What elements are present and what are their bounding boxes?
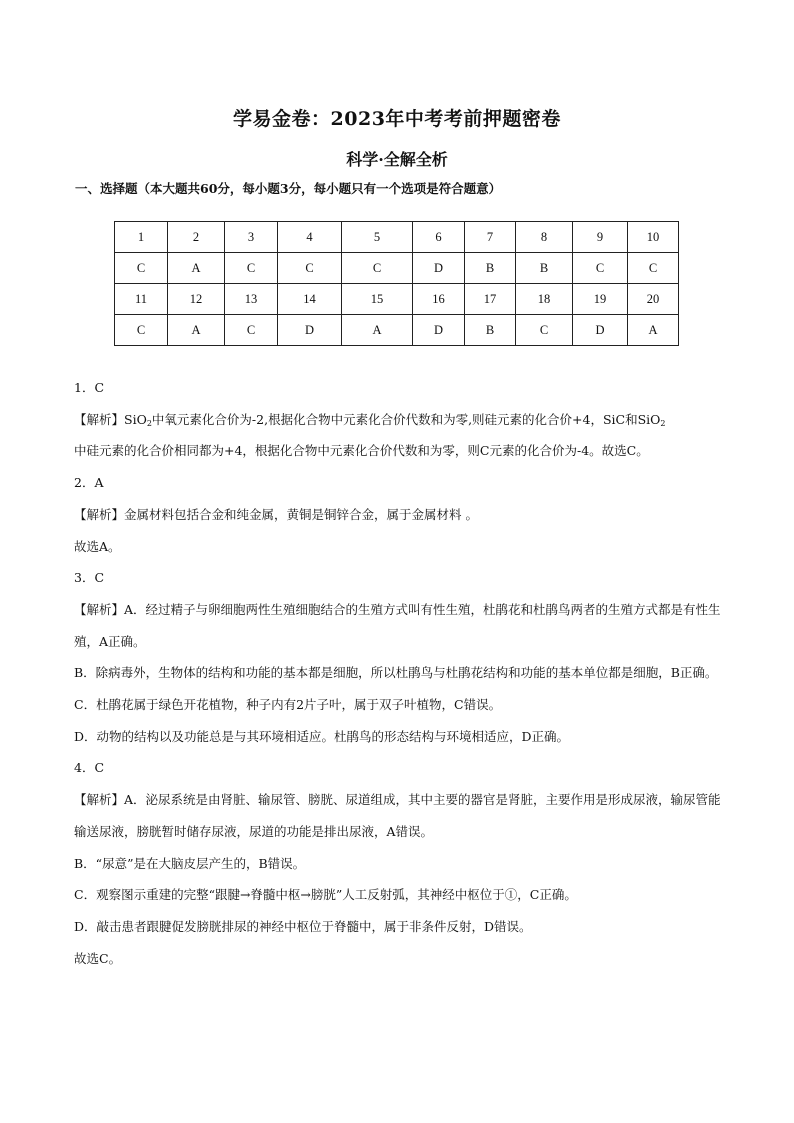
analysis-option-b: B．“尿意”是在大脑皮层产生的，B错误。 — [74, 855, 306, 871]
table-cell: 2 — [168, 222, 225, 253]
section-heading: 一、选择题（本大题共60分，每小题3分，每小题只有一个选项是符合题意） — [75, 181, 502, 196]
question-number: 2．A — [74, 475, 104, 491]
table-cell: D — [413, 315, 465, 346]
analysis-line — [74, 404, 724, 436]
table-cell: 20 — [628, 284, 679, 315]
analysis-option-b: B．除病毒外，生物体的结构和功能的基本都是细胞，所以杜鹃鸟与杜鹃花结构和功能的基本单位都是细胞，B正确。 — [74, 665, 718, 681]
page-title: 学易金卷：2023年中考考前押题密卷 — [233, 108, 561, 130]
table-cell: C — [516, 315, 573, 346]
table-row — [115, 222, 679, 253]
table-cell: B — [465, 315, 516, 346]
analysis-option-d: D．动物的结构以及功能总是与其环境相适应。杜鹃鸟的形态结构与环境相适应，D正确。 — [74, 728, 570, 744]
answer-explanations — [74, 372, 724, 974]
table-cell: B — [516, 253, 573, 284]
table-cell: A — [168, 315, 225, 346]
table-cell: 7 — [465, 222, 516, 253]
table-row — [115, 253, 679, 284]
table-cell: 12 — [168, 284, 225, 315]
analysis-tag: 【解析】 — [74, 411, 125, 427]
table-cell: 8 — [516, 222, 573, 253]
table-cell: C — [225, 315, 278, 346]
page-subtitle: 科学·全解全析 — [346, 150, 448, 169]
table-row — [115, 315, 679, 346]
table-cell: A — [168, 253, 225, 284]
formula-subscript: 2 — [660, 418, 666, 428]
analysis-line: 【解析】金属材料包括合金和纯金属，黄铜是铜锌合金，属于金属材料 。 — [74, 506, 478, 522]
analysis-option-a: 【解析】A．泌尿系统是由肾脏、输尿管、膀胱、尿道组成，其中主要的器官是肾脏，主要作用是形成尿液，输尿管能输送尿液，膀胱暂时储存尿液，尿道的功能是排出尿液，A错误。 — [74, 792, 721, 839]
analysis-line: 中硅元素的化合价相同都为+4，根据化合物中元素化合价代数和为零，则C元素的化合价为-4。故选C。 — [74, 443, 649, 459]
table-cell: D — [573, 315, 628, 346]
table-cell: A — [628, 315, 679, 346]
table-cell: C — [225, 253, 278, 284]
analysis-option-a: 【解析】A．经过精子与卵细胞两性生殖细胞结合的生殖方式叫有性生殖，杜鹃花和杜鹃鸟两者的生殖方式都是有性生殖，A正确。 — [74, 601, 721, 649]
table-cell: 15 — [342, 284, 413, 315]
table-cell: C — [573, 253, 628, 284]
table-cell: 18 — [516, 284, 573, 315]
table-cell: 5 — [342, 222, 413, 253]
table-cell: 3 — [225, 222, 278, 253]
table-cell: A — [342, 315, 413, 346]
analysis-option-c: C．观察图示重建的完整“跟腱→脊髓中枢→膀胱”人工反射弧，其神经中枢位于①，C正确。 — [74, 887, 577, 903]
analysis-option-d: D．敲击患者跟腱促发膀胱排尿的神经中枢位于脊髓中，属于非条件反射，D错误。 — [74, 918, 532, 934]
table-cell: 11 — [115, 284, 168, 315]
conclusion-line: 故选A。 — [74, 538, 121, 554]
table-cell: C — [115, 253, 168, 284]
table-cell: B — [465, 253, 516, 284]
table-cell: 14 — [278, 284, 342, 315]
table-cell: 13 — [225, 284, 278, 315]
table-cell: C — [115, 315, 168, 346]
table-cell: 4 — [278, 222, 342, 253]
question-number: 1．C — [74, 380, 105, 395]
table-cell: 1 — [115, 222, 168, 253]
table-cell: 17 — [465, 284, 516, 315]
question-number: 3．C — [74, 570, 105, 586]
formula-subscript: 2 — [146, 418, 152, 428]
answer-table — [114, 221, 679, 346]
table-cell: D — [278, 315, 342, 346]
table-cell: C — [628, 253, 679, 284]
table-cell: 6 — [413, 222, 465, 253]
formula-sio2: SiO — [124, 411, 147, 427]
analysis-text: 中氧元素化合价为-2,根据化合物中元素化合价代数和为零,则硅元素的化合价+4，SiC和SiO — [151, 411, 661, 427]
table-cell: C — [342, 253, 413, 284]
table-cell: 16 — [413, 284, 465, 315]
table-cell: D — [413, 253, 465, 284]
table-row — [115, 284, 679, 315]
table-cell: C — [278, 253, 342, 284]
analysis-option-c: C．杜鹃花属于绿色开花植物，种子内有2片子叶，属于双子叶植物，C错误。 — [74, 697, 502, 713]
conclusion-line: 故选C。 — [74, 950, 122, 966]
question-number: 4．C — [74, 760, 105, 776]
table-cell: 19 — [573, 284, 628, 315]
table-cell: 10 — [628, 222, 679, 253]
table-cell: 9 — [573, 222, 628, 253]
